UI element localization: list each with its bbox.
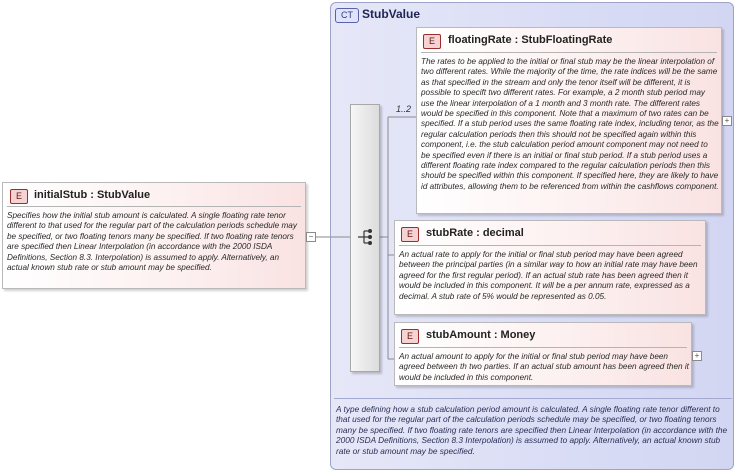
- element-description: An actual rate to apply for the initial or final stub period may have been agreed between the principal parties (in a similar way to how an initial rate may have been agreed for the first regular period). If an actual stub rate has been agreed then it would be included in this component. It will be a per annum rate, expressed as a decimal. A stub rate of 5% would be represented as 0.05.: [399, 250, 698, 301]
- element-badge: E: [10, 189, 28, 204]
- element-description: Specifies how the initial stub amount is calculated. A single floating rate tenor different to that used for the regular part of the calculation periods schedule may be specified, or two floating tenors many be specified. If two floating rate tenors are specified then Linear Interpolation (in accordance with the 2000 ISDA Definitions, Section 8.3. Interpolation) is assumed to apply. Alternatively, an actual known stub rate or stub amount may be specified.: [7, 211, 297, 273]
- element-title: floatingRate : StubFloatingRate: [448, 34, 613, 46]
- element-title: stubAmount : Money: [426, 329, 536, 341]
- cardinality-label: 1..2: [396, 104, 412, 114]
- expand-toggle-icon[interactable]: +: [722, 116, 732, 126]
- complex-type-divider: [334, 398, 732, 399]
- element-badge: E: [401, 329, 419, 344]
- title-divider: [7, 206, 301, 207]
- element-badge: E: [401, 227, 419, 242]
- title-divider: [399, 245, 701, 246]
- expand-toggle-icon[interactable]: +: [692, 351, 702, 361]
- title-divider: [421, 52, 717, 53]
- collapse-toggle-icon[interactable]: −: [306, 232, 316, 242]
- element-description: An actual amount to apply for the initial or final stub period may have been agreed between th two parties. If an actual stub amount has been agreed then it would be included in this component.: [399, 352, 689, 382]
- element-box-initial-stub[interactable]: [2, 182, 306, 289]
- complex-type-description: A type defining how a stub calculation period amount is calculated. A single floating rate tenor different to that used for the regular part of the calculation periods schedule may be specified, or two floating tenors many be specified. If two floating rate tenors are specified then Linear Interpolation (in accordance with the 2000 ISDA Definitions, Section 8.3 Interpolation) is assumed to apply. Alternatively, an actual known stub rate or stub amount may be specified.: [336, 404, 728, 456]
- title-divider: [399, 347, 687, 348]
- element-badge: E: [423, 34, 441, 49]
- element-title: initialStub : StubValue: [34, 189, 151, 201]
- element-title: stubRate : decimal: [426, 227, 524, 239]
- element-box-stub-amount[interactable]: [394, 322, 692, 386]
- complex-type-title: StubValue: [362, 7, 421, 21]
- element-description: The rates to be applied to the initial or final stub may be the linear interpolation of two different rates. While the majority of the time, the rate indices will be the same as that specified in the stream and only the tenor itself will be different, it is possible to specift two different rates. For example, a 2 month stub period may use the linear interpolation of a 1 month and 3 month rate. The different rates would be specified in this component. Note that a maximum of two rates can be specified. If a stub period uses the same floating rate index, including tenor, as the regular calculation periods then this should not be specified again within this component, i.e. the stub calculation period amount component may not need to be specified even if there is an initial or final stub period. If a stub period uses a different floating rate index compared to the regular calculation periods then this should be specified within this component. If specified here, they are likely to have id attributes, allowing them to be referenced from within the cashflows component.: [421, 57, 719, 191]
- element-box-stub-rate[interactable]: [394, 220, 706, 315]
- sequence-icon: [356, 227, 376, 247]
- complex-type-badge: CT: [335, 8, 359, 23]
- element-box-floating-rate[interactable]: [416, 27, 722, 214]
